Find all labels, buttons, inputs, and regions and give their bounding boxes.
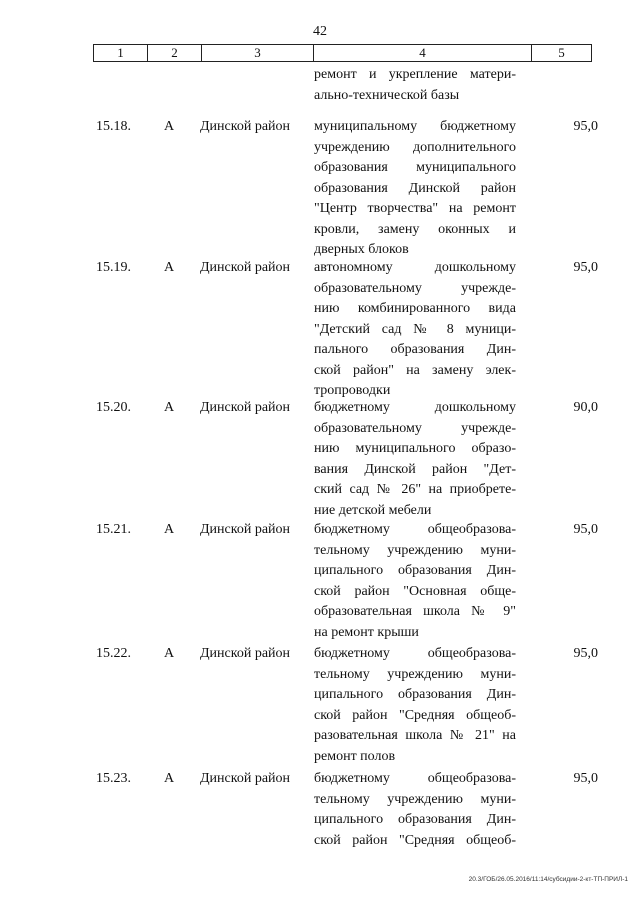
row-district: Динской район xyxy=(200,400,291,415)
description-line: автономному дошкольному xyxy=(314,260,516,275)
description-line: тельному учреждению муни- xyxy=(314,791,516,807)
description-line: образовательная школа № 9" xyxy=(314,604,516,619)
column-header-1: 1 xyxy=(94,45,148,62)
column-header-table xyxy=(93,44,592,62)
row-number: 15.20. xyxy=(96,400,131,415)
description-line: образовательному учрежде- xyxy=(314,420,516,436)
row-amount: 95,0 xyxy=(573,771,598,786)
description-line: нию муниципального образо- xyxy=(314,441,516,456)
row-category: А xyxy=(164,522,175,537)
row-description xyxy=(314,258,516,402)
description-line: образовательному учрежде- xyxy=(314,280,516,296)
row-district: Динской район xyxy=(200,260,291,275)
row-amount: 95,0 xyxy=(573,646,598,661)
description-line: пального образования Дин- xyxy=(314,342,516,357)
column-header-row xyxy=(94,45,592,62)
row-district: Динской район xyxy=(200,522,291,537)
description-line: бюджетному общеобразова- xyxy=(314,646,516,661)
description-line: образования Динской район xyxy=(314,180,516,196)
description-line: учреждению дополнительного xyxy=(314,139,516,155)
description-line: бюджетному дошкольному xyxy=(314,400,516,415)
continuation-line: ально-технической базы xyxy=(314,87,460,103)
description-line: разовательная школа № 21" на xyxy=(314,728,516,743)
row-number: 15.19. xyxy=(96,260,131,275)
row-number: 15.23. xyxy=(96,771,131,786)
row-district: Динской район xyxy=(200,119,291,134)
description-line: ние детской мебели xyxy=(314,502,432,518)
column-header-3: 3 xyxy=(202,45,314,62)
row-district: Динской район xyxy=(200,646,291,661)
description-line: "Детский сад № 8 муници- xyxy=(314,321,516,337)
column-header-2: 2 xyxy=(148,45,202,62)
description-line: на ремонт крыши xyxy=(314,624,419,640)
row-description xyxy=(314,117,516,261)
row-category: А xyxy=(164,646,175,661)
row-category: А xyxy=(164,119,175,134)
row-description xyxy=(314,644,516,767)
page-number: 42 xyxy=(313,24,327,39)
column-header-5: 5 xyxy=(532,45,592,62)
row-description xyxy=(314,398,516,521)
row-amount: 90,0 xyxy=(573,400,598,415)
document-footer-code: 20.3/ГОБ/26.05.2016/11:14/субсидии-2-кт-ТП-ПРИЛ-1 xyxy=(468,876,628,883)
description-line: ской район "Основная обще- xyxy=(314,583,516,599)
row-amount: 95,0 xyxy=(573,522,598,537)
description-line: вания Динской район "Дет- xyxy=(314,461,516,477)
row-category: А xyxy=(164,771,175,786)
description-line: ремонт полов xyxy=(314,748,396,764)
description-line: ципального образования Дин- xyxy=(314,563,516,578)
description-line: тропроводки xyxy=(314,383,391,398)
row-number: 15.21. xyxy=(96,522,131,537)
description-line: тельному учреждению муни- xyxy=(314,666,516,682)
row-category: А xyxy=(164,260,175,275)
description-line: ской район" на замену элек- xyxy=(314,362,516,378)
continuation-text xyxy=(314,65,516,106)
row-description xyxy=(314,769,516,851)
row-amount: 95,0 xyxy=(573,260,598,275)
description-line: ской район "Средняя общеоб- xyxy=(314,832,516,848)
row-description xyxy=(314,520,516,643)
row-district: Динской район xyxy=(200,771,291,786)
row-number: 15.22. xyxy=(96,646,131,661)
row-category: А xyxy=(164,400,175,415)
continuation-line: ремонт и укрепление матери- xyxy=(314,67,516,82)
row-amount: 95,0 xyxy=(573,119,598,134)
description-line: нию комбинированного вида xyxy=(314,301,516,316)
description-line: бюджетному общеобразова- xyxy=(314,522,516,537)
description-line: дверных блоков xyxy=(314,242,409,257)
description-line: ципального образования Дин- xyxy=(314,687,516,702)
description-line: тельному учреждению муни- xyxy=(314,542,516,558)
row-number: 15.18. xyxy=(96,119,131,134)
description-line: "Центр творчества" на ремонт xyxy=(314,201,516,216)
description-line: ской район "Средняя общеоб- xyxy=(314,707,516,723)
description-line: муниципальному бюджетному xyxy=(314,119,516,134)
description-line: образования муниципального xyxy=(314,160,516,175)
description-line: бюджетному общеобразова- xyxy=(314,771,516,786)
description-line: ципального образования Дин- xyxy=(314,812,516,827)
column-header-4: 4 xyxy=(314,45,532,62)
description-line: кровли, замену оконных и xyxy=(314,221,516,237)
description-line: ский сад № 26" на приобрете- xyxy=(314,482,516,497)
